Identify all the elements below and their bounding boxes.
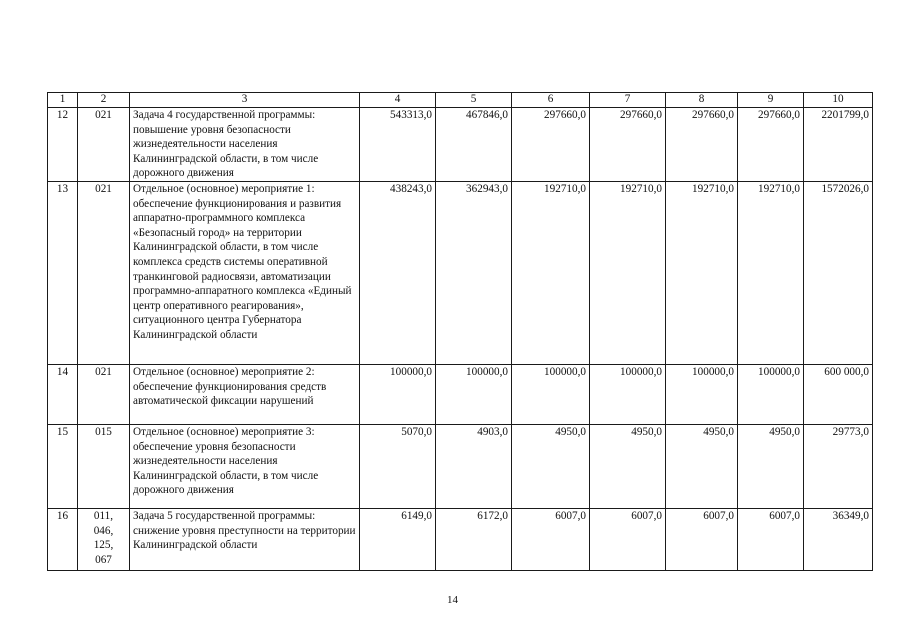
budget-code-list (78, 508, 130, 570)
header-col-4: 4 (360, 93, 436, 108)
value-col-4: 6149,0 (360, 508, 436, 570)
row-number: 16 (48, 508, 78, 570)
value-col-8: 6007,0 (666, 508, 738, 570)
value-col-10: 2201799,0 (804, 108, 873, 182)
table-header (48, 93, 873, 108)
value-col-7: 297660,0 (590, 108, 666, 182)
row-description: Задача 5 государственной программы: снижение уровня преступности на территории Калининградской области (130, 508, 360, 570)
value-col-8: 100000,0 (666, 364, 738, 424)
value-col-6: 100000,0 (512, 364, 590, 424)
value-col-10: 600 000,0 (804, 364, 873, 424)
value-col-4: 543313,0 (360, 108, 436, 182)
value-col-6: 192710,0 (512, 181, 590, 364)
value-col-7: 6007,0 (590, 508, 666, 570)
value-col-6: 297660,0 (512, 108, 590, 182)
value-col-8: 297660,0 (666, 108, 738, 182)
budget-code: 021 (78, 364, 130, 424)
value-col-7: 4950,0 (590, 424, 666, 508)
value-col-6: 4950,0 (512, 424, 590, 508)
header-col-7: 7 (590, 93, 666, 108)
budget-code: 021 (78, 108, 130, 182)
header-col-9: 9 (738, 93, 804, 108)
value-col-5: 467846,0 (436, 108, 512, 182)
value-col-5: 100000,0 (436, 364, 512, 424)
value-col-4: 5070,0 (360, 424, 436, 508)
value-col-10: 29773,0 (804, 424, 873, 508)
value-col-5: 4903,0 (436, 424, 512, 508)
header-col-5: 5 (436, 93, 512, 108)
row-number: 13 (48, 181, 78, 364)
row-description: Отдельное (основное) мероприятие 1: обеспечение функционирования и развития аппаратно-программного комплекса «Безопасный город» на территории Калининградской области, в том числе комплекса средств системы оперативной транкинговой радиосвязи, автоматизации программно-аппаратного комплекса «Единый центр оперативного реагирования», ситуационного центра Губернатора Калининградской области (130, 181, 360, 364)
row-number: 15 (48, 424, 78, 508)
value-col-7: 192710,0 (590, 181, 666, 364)
value-col-9: 4950,0 (738, 424, 804, 508)
table-row (48, 508, 873, 570)
value-col-8: 192710,0 (666, 181, 738, 364)
table-row (48, 181, 873, 364)
value-col-9: 100000,0 (738, 364, 804, 424)
row-description: Отдельное (основное) мероприятие 3: обеспечение уровня безопасности жизнедеятельности населения Калининградской области, в том числе дорожного движения (130, 424, 360, 508)
row-number: 14 (48, 364, 78, 424)
page-number: 14 (447, 594, 458, 606)
table-row (48, 108, 873, 182)
budget-code: 046, (93, 524, 114, 537)
value-col-10: 36349,0 (804, 508, 873, 570)
value-col-5: 6172,0 (436, 508, 512, 570)
budget-code: 125, (93, 539, 114, 552)
row-number: 12 (48, 108, 78, 182)
value-col-4: 438243,0 (360, 181, 436, 364)
value-col-9: 192710,0 (738, 181, 804, 364)
budget-code: 067 (95, 553, 112, 566)
value-col-4: 100000,0 (360, 364, 436, 424)
value-col-5: 362943,0 (436, 181, 512, 364)
budget-code: 021 (78, 181, 130, 364)
header-col-2: 2 (78, 93, 130, 108)
value-col-9: 6007,0 (738, 508, 804, 570)
header-col-8: 8 (666, 93, 738, 108)
value-col-6: 6007,0 (512, 508, 590, 570)
row-description: Отдельное (основное) мероприятие 2: обеспечение функционирования средств автоматической фиксации нарушений (130, 364, 360, 424)
budget-code: 011, (93, 509, 114, 522)
value-col-10: 1572026,0 (804, 181, 873, 364)
header-col-1: 1 (48, 93, 78, 108)
header-row (48, 93, 873, 108)
row-description: Задача 4 государственной программы: повышение уровня безопасности жизнедеятельности населения Калининградской области, в том числе дорожного движения (130, 108, 360, 182)
value-col-9: 297660,0 (738, 108, 804, 182)
header-col-10: 10 (804, 93, 873, 108)
table-row (48, 364, 873, 424)
value-col-7: 100000,0 (590, 364, 666, 424)
header-col-6: 6 (512, 93, 590, 108)
table-body (48, 108, 873, 571)
budget-table (47, 92, 873, 571)
budget-code: 015 (78, 424, 130, 508)
header-col-3: 3 (130, 93, 360, 108)
table-row (48, 424, 873, 508)
value-col-8: 4950,0 (666, 424, 738, 508)
